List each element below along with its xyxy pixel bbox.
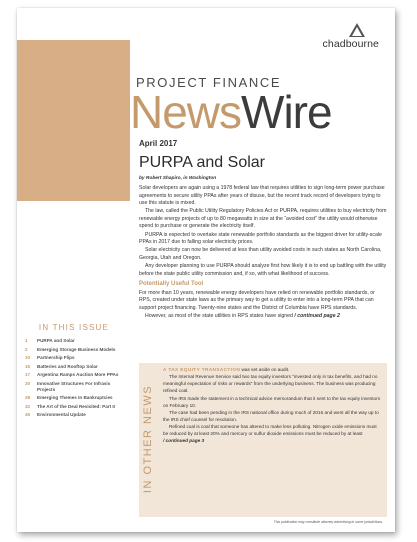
article-subhead: Potentially Useful Tool xyxy=(139,281,204,288)
article-paragraph: Solar electricity can now be delivered at less than utility avoided costs in such states as North Carolina, Georgia, Utah and Oregon. xyxy=(139,247,382,261)
article-title: PURPA and Solar xyxy=(139,154,265,171)
issue-page-number: 10 xyxy=(25,355,31,361)
issue-page-number: 32 xyxy=(25,403,31,409)
other-news-heading: A TAX EQUITY TRANSACTION xyxy=(163,367,241,372)
issue-list-item[interactable] xyxy=(25,381,125,392)
masthead-title xyxy=(130,86,332,138)
other-news-paragraph: The IRS made the statement in a technical advice memorandum that it sent to the tax equity investors on February 10. xyxy=(163,395,381,408)
issue-label: Argentina Ramps Auction More PPAs xyxy=(37,372,119,378)
in-this-issue-list xyxy=(25,338,125,421)
footer-disclaimer: This publication may constitute attorney advertising in some jurisdictions. xyxy=(273,520,383,524)
issue-label: Emerging Themes In Bankruptcies xyxy=(37,395,113,401)
issue-list-item[interactable] xyxy=(25,338,125,344)
issue-list-item[interactable] xyxy=(25,355,125,361)
issue-page-number: 28 xyxy=(25,395,31,401)
issue-label: The Art of the Deal Revisited: Part II xyxy=(37,403,115,409)
other-news-paragraph xyxy=(163,424,383,445)
issue-page-number: 2 xyxy=(25,346,28,352)
issue-list-item[interactable] xyxy=(25,372,125,378)
issue-label: Innovative Structures For Infrasis Projects xyxy=(37,380,111,392)
other-news-paragraph: The Internal Revenue Service said two tax equity investors “invested only in tax benefits, and had no meaningful expectation of risks or rewards” from the underlying business. The business was producing refined coal. xyxy=(163,374,378,394)
article-paragraph xyxy=(139,313,387,321)
issue-label: Environmental Update xyxy=(37,412,86,418)
issue-page-number: 20 xyxy=(25,380,31,386)
other-news-paragraph-text: Refined coal is coal that someone has altered to make less polluting. Nitrogen oxide emissions must be reduced by at least 20% and mercury or sulfur dioxide emissions must be reduced by at least xyxy=(163,424,377,437)
issue-page-number: 45 xyxy=(25,412,31,418)
article-paragraph-text: However, as most of the state utilities in RPS states have signed xyxy=(145,313,293,319)
other-news-box xyxy=(139,363,387,517)
issue-list-item[interactable] xyxy=(25,404,125,410)
issue-list-item[interactable] xyxy=(25,412,125,418)
article-paragraph: For more than 10 years, renewable energy developers have relied on renewable portfolio standards, or RPS, created under state laws as the primary way to get a utility to enter into a long-term PPA that can support project financing. Twenty-nine states and the District of Columbia have RPS standards. xyxy=(139,289,375,311)
article-byline: by Robert Shapiro, in Washington xyxy=(139,176,217,181)
other-news-continued-link[interactable]: / continued page 3 xyxy=(163,438,205,444)
masthead-title-news: News xyxy=(130,86,242,138)
masthead-title-wire: Wire xyxy=(241,86,332,138)
issue-label: Partnership Flips xyxy=(37,355,75,361)
issue-label: Batteries and Rooftop Solar xyxy=(37,363,98,369)
brand-logo[interactable]: chadbourne xyxy=(322,38,379,50)
article-paragraph: PURPA is expected to overtake state renewable portfolio standards as the biggest driver for utility-scale PPAs in 2017 due to falling solar electricity prices. xyxy=(139,231,382,246)
other-news-tab-label: IN OTHER NEWS xyxy=(142,384,154,494)
other-news-tab xyxy=(139,363,157,517)
article-paragraph: The law, called the Public Utility Regulatory Policies Act or PURPA, requires utilities to buy electricity from renewable energy projects of up to 80 megawatts in size at the “avoided cost” the utility would otherwise spend to purchase or generate the electricity itself. xyxy=(139,208,387,230)
issue-list-item[interactable] xyxy=(25,347,125,353)
article-paragraph: Solar developers are again using a 1978 federal law that requires utilities to sign long-term power purchase agreements to secure utility PPAs after years of disuse, but the recent track record of developers trying to use this statute is mixed. xyxy=(139,185,385,207)
issue-label: Emerging Storage Business Models xyxy=(37,346,116,352)
issue-page-number: 1 xyxy=(25,338,28,343)
article-body xyxy=(139,185,387,321)
decorative-tan-block xyxy=(17,40,130,201)
continued-link[interactable]: / continued page 2 xyxy=(294,313,340,319)
issue-list-item[interactable] xyxy=(25,364,125,370)
other-news-lead xyxy=(163,367,383,374)
issue-date: April 2017 xyxy=(139,139,178,148)
other-news-paragraph: The case had been pending in the IRS national office during much of 2016 and went all the way up to the IRS chief counsel for resolution. xyxy=(163,409,379,422)
article-paragraph: Any developer planning to use PURPA should analyze first how likely it is to end up battling with the utility before the state public utility commission and, if so, with what likelihood of success. xyxy=(139,262,387,277)
newsletter-page xyxy=(17,8,395,532)
in-this-issue-title: IN THIS ISSUE xyxy=(38,323,110,332)
issue-page-number: 17 xyxy=(25,372,31,378)
chadbourne-logo-icon xyxy=(349,23,365,37)
issue-label: PURPA and Solar xyxy=(37,338,75,343)
other-news-heading-rest: was set aside on audit. xyxy=(240,367,290,372)
other-news-body xyxy=(163,367,383,445)
masthead-kicker: PROJECT FINANCE xyxy=(136,75,282,90)
issue-list-item[interactable] xyxy=(25,395,125,401)
issue-page-number: 15 xyxy=(25,363,31,369)
